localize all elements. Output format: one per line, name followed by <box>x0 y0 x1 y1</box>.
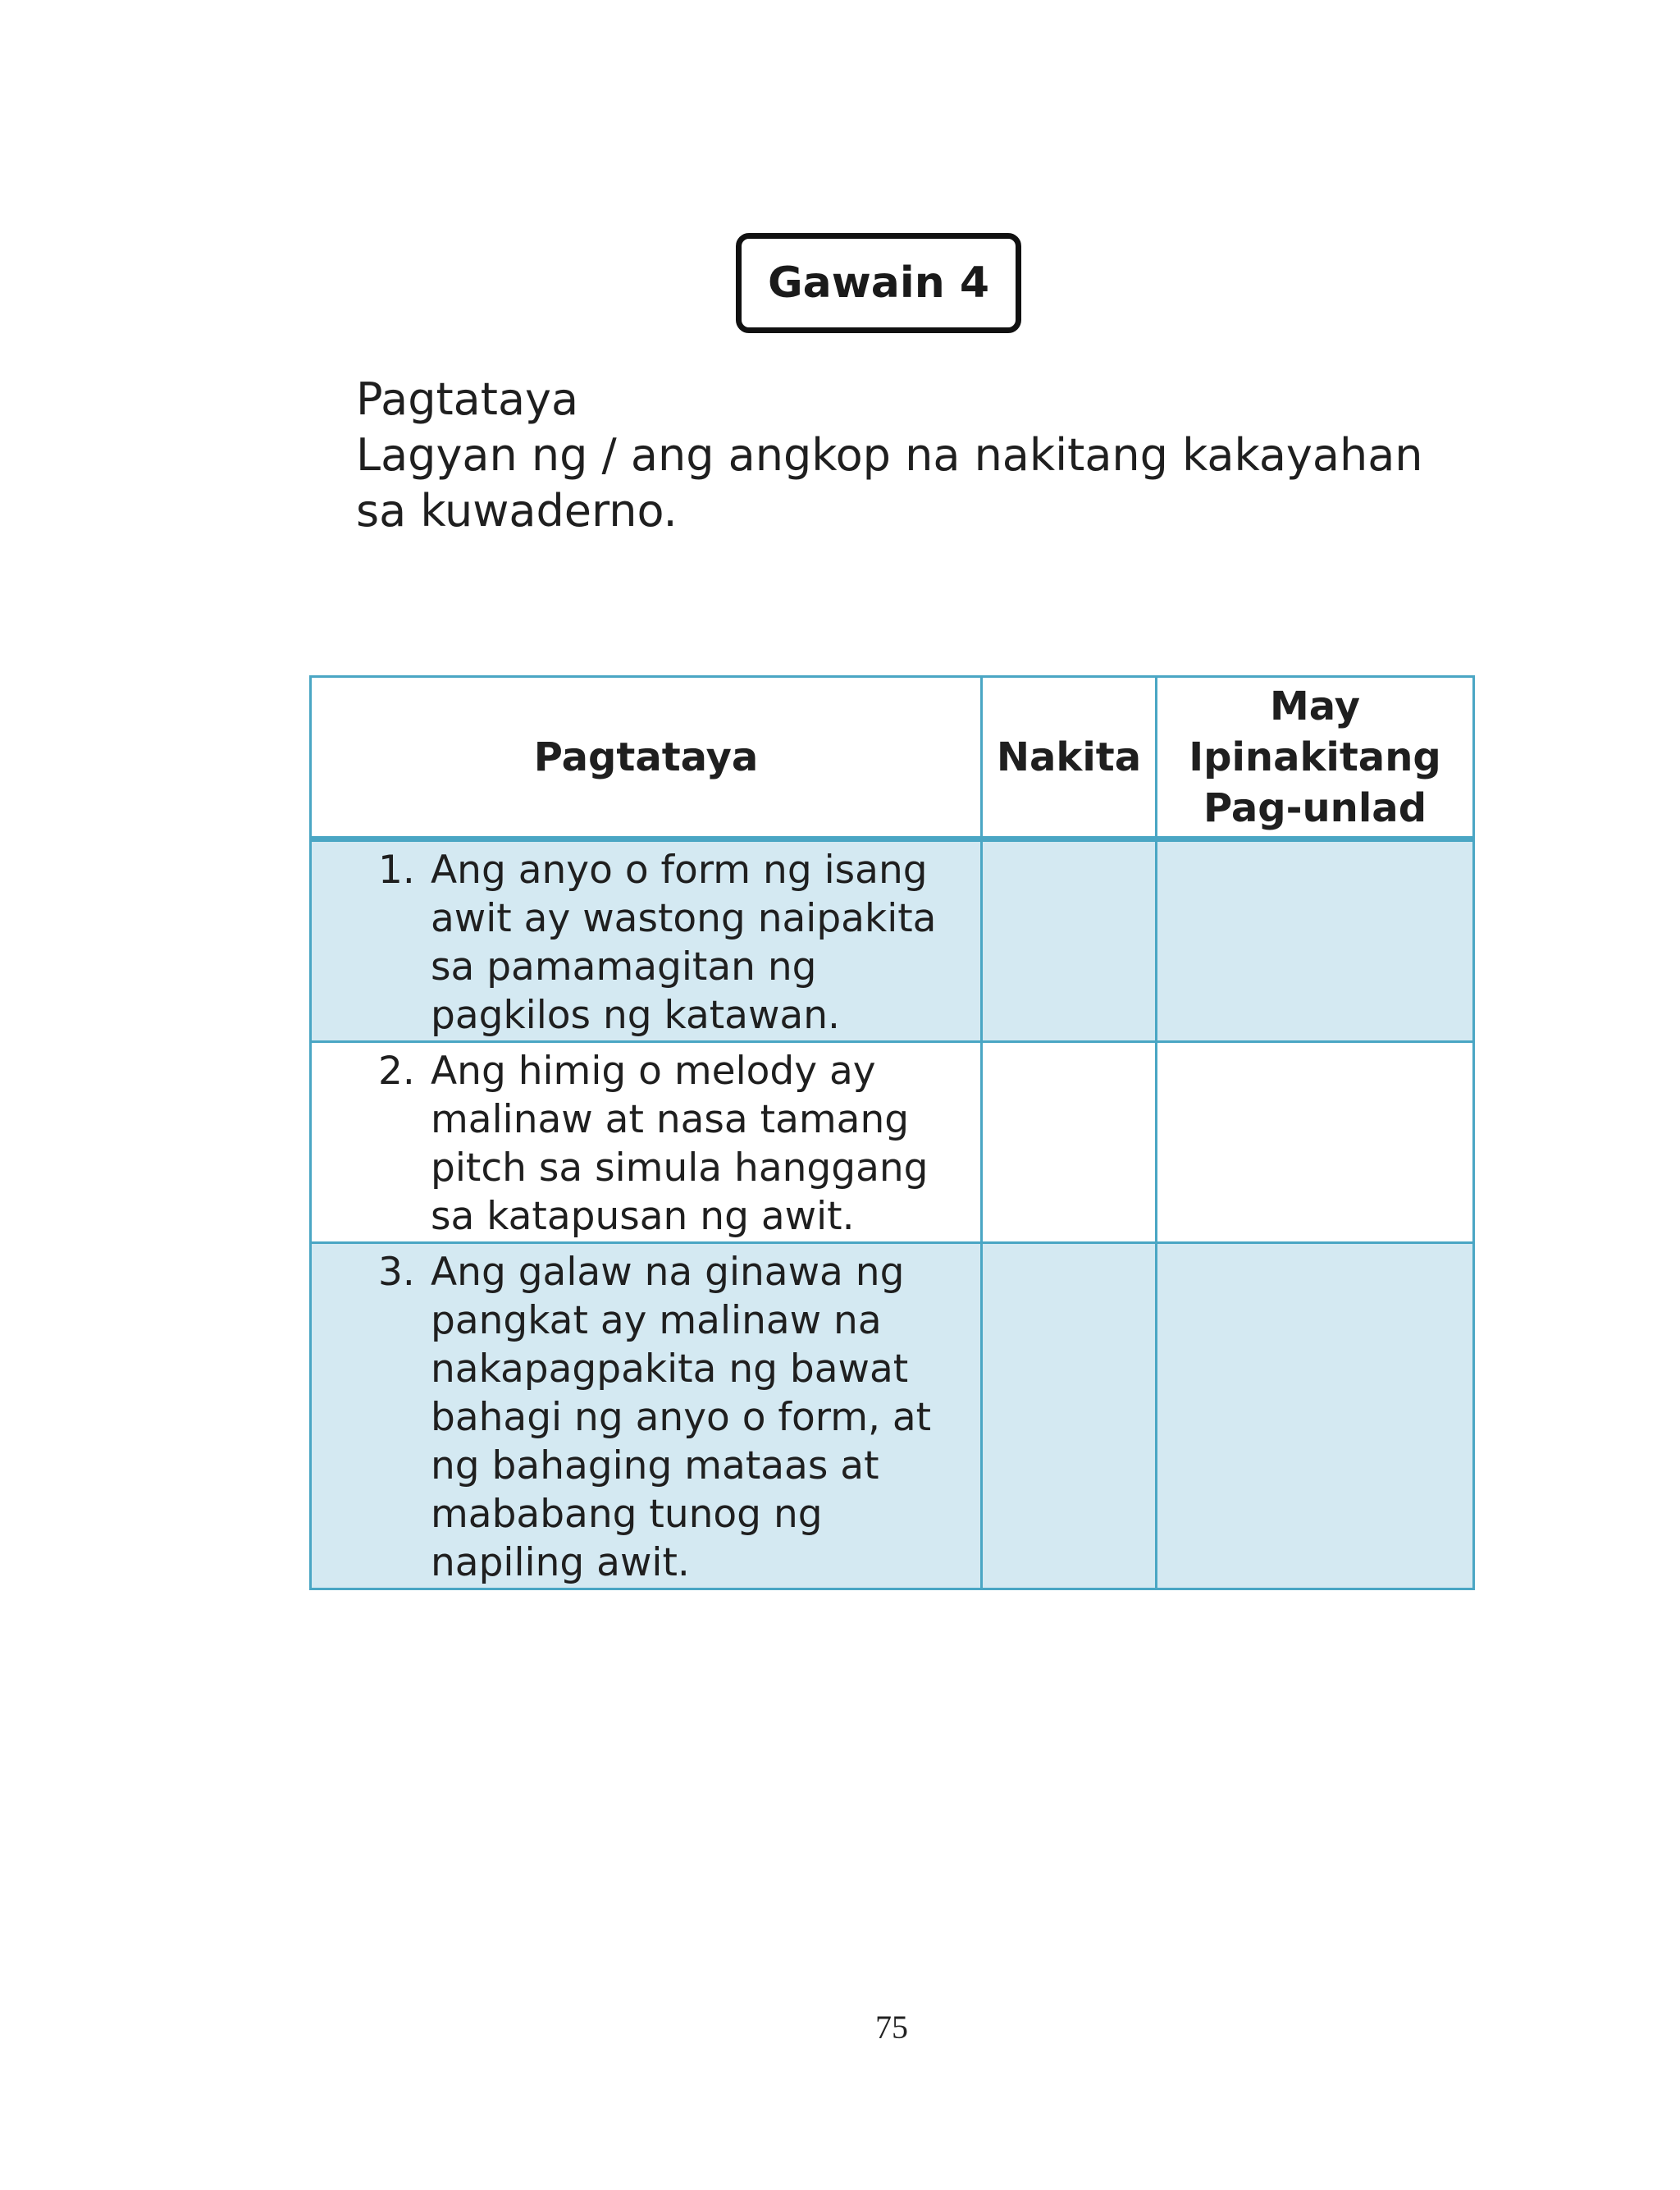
instructions <box>356 372 1504 539</box>
activity-title: Gawain 4 <box>767 258 990 308</box>
intro-heading: Pagtataya <box>356 373 579 425</box>
item-text: Ang himig o melody ay malinaw at nasa tamang pitch sa simula hanggang sa katapusan ng awit. <box>431 1049 929 1239</box>
header-progress-line-3: Pag-unlad <box>1203 784 1427 831</box>
instruction-line-2: sa kuwaderno. <box>356 485 678 537</box>
criteria-cell <box>311 1243 982 1589</box>
item-text: Ang galaw na ginawa ng pangkat ay malinaw na nakapagpakita ng bawat bahagi ng anyo o form, at ng bahaging mataas at mababang tunog ng napiling awit. <box>431 1250 932 1585</box>
table-row <box>311 1042 1474 1243</box>
table-row <box>311 1243 1474 1589</box>
header-criteria-label: Pagtataya <box>533 734 759 780</box>
item-number: 2. <box>378 1049 415 1094</box>
seen-checkbox-cell[interactable] <box>982 1243 1157 1589</box>
criteria-cell <box>311 1042 982 1243</box>
header-progress <box>1157 677 1474 839</box>
progress-checkbox-cell[interactable] <box>1157 1243 1474 1589</box>
item-number: 1. <box>378 848 415 893</box>
activity-title-box <box>736 233 1021 333</box>
seen-checkbox-cell[interactable] <box>982 839 1157 1042</box>
instruction-line-1: Lagyan ng / ang angkop na nakitang kakayahan <box>356 429 1423 481</box>
header-seen <box>982 677 1157 839</box>
criteria-cell <box>311 839 982 1042</box>
header-seen-label: Nakita <box>996 734 1142 780</box>
table-header-row <box>311 677 1474 839</box>
page-number: 75 <box>875 2009 908 2046</box>
progress-checkbox-cell[interactable] <box>1157 1042 1474 1243</box>
progress-checkbox-cell[interactable] <box>1157 839 1474 1042</box>
header-criteria <box>311 677 982 839</box>
header-progress-line-1: May <box>1270 683 1360 729</box>
item-text: Ang anyo o form ng isang awit ay wastong naipakita sa pamamagitan ng pagkilos ng katawan. <box>431 848 937 1038</box>
assessment-table <box>309 675 1475 1590</box>
item-number: 3. <box>378 1250 415 1295</box>
table-row <box>311 839 1474 1042</box>
seen-checkbox-cell[interactable] <box>982 1042 1157 1243</box>
header-progress-line-2: Ipinakitang <box>1189 734 1441 780</box>
